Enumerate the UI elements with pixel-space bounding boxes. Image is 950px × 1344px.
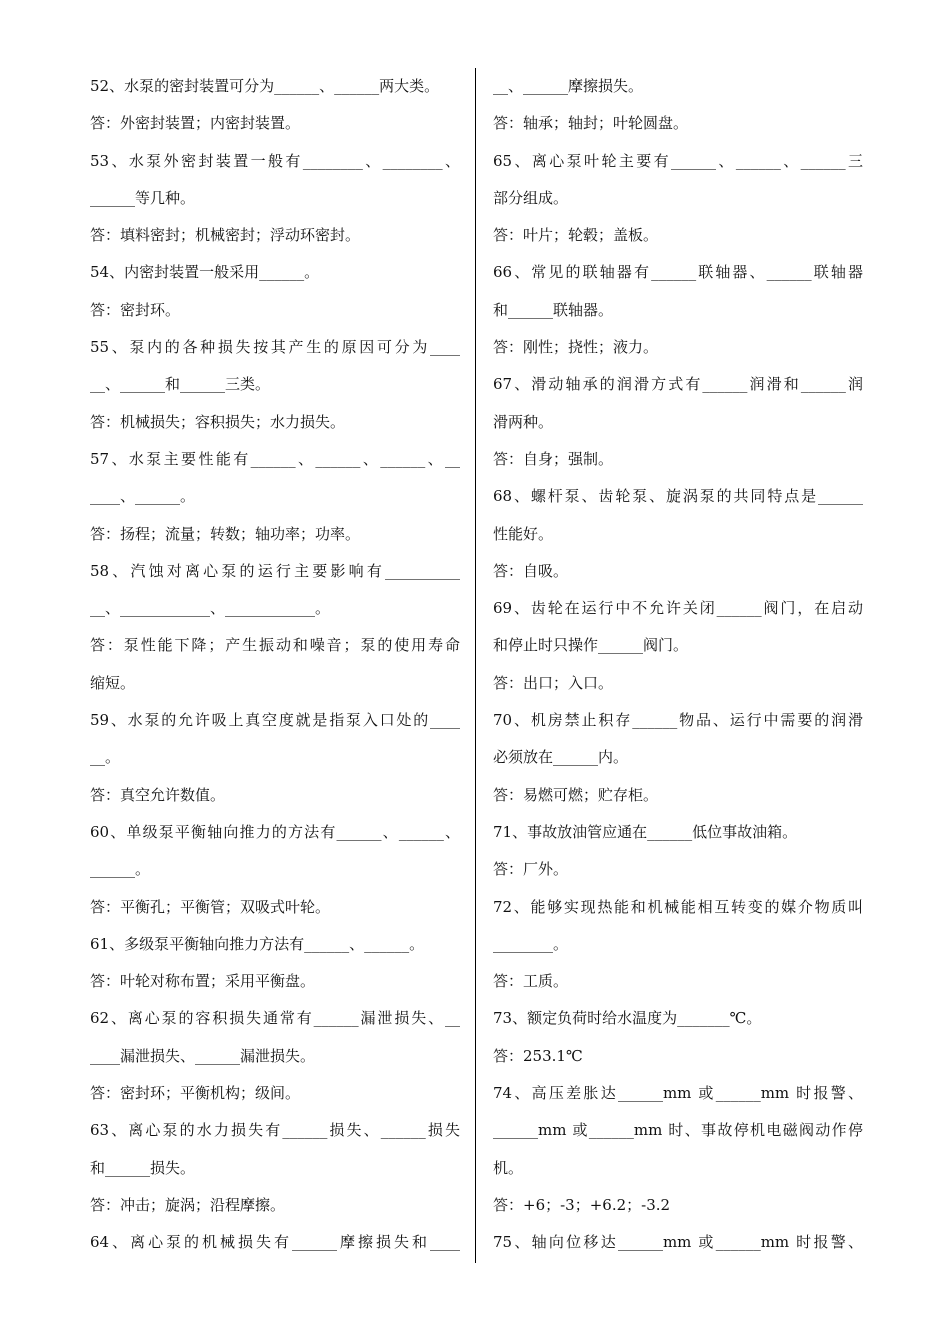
- text-line: __、____________、____________。: [90, 599, 331, 618]
- text-line: 答：冲击；旋涡；沿程摩擦。: [90, 1195, 286, 1214]
- text-line: 66、常见的联轴器有______联轴器、______联轴器: [493, 263, 863, 282]
- text-line: ______mm 或______mm 时、事故停机电磁阀动作停: [493, 1121, 863, 1140]
- text-line: ______。: [90, 860, 151, 879]
- text-line: ______等几种。: [90, 188, 196, 207]
- text-line: __。: [90, 748, 121, 767]
- text-line: 答：叶片；轮毂；盖板。: [493, 226, 659, 245]
- text-line: 67、滑动轴承的润滑方式有______润滑和______润: [493, 375, 863, 394]
- text-line: 答：外密封装置；内密封装置。: [90, 114, 301, 133]
- text-line: 机。: [493, 1158, 524, 1177]
- text-line: 必须放在______内。: [493, 748, 629, 767]
- text-line: 70、机房禁止积存______物品、运行中需要的润滑: [493, 711, 863, 730]
- text-line: 答：易燃可燃；贮存柜。: [493, 785, 659, 804]
- text-line: __、______摩擦损失。: [493, 77, 644, 95]
- text-line: 64、离心泵的机械损失有______摩擦损失和____: [90, 1233, 460, 1252]
- text-line: 72、能够实现热能和机械能相互转变的媒介物质叫: [493, 897, 863, 916]
- text-line: 75、轴向位移达______mm 或______mm 时报警、: [493, 1233, 863, 1252]
- text-line: 答：厂外。: [493, 860, 569, 879]
- text-line: 答：密封环。: [90, 300, 181, 319]
- text-line: 69、齿轮在运行中不允许关闭______阀门，在启动: [493, 599, 863, 618]
- text-line: 缩短。: [90, 673, 136, 692]
- text-line: 和______损失。: [90, 1158, 196, 1177]
- text-line: 答：刚性；挠性；液力。: [493, 338, 659, 357]
- text-line: 63、离心泵的水力损失有______损失、______损失: [90, 1121, 460, 1140]
- text-line: 答：填料密封；机械密封；浮动环密封。: [90, 226, 361, 245]
- text-line: 答：泵性能下降；产生振动和噪音；泵的使用寿命: [90, 636, 460, 655]
- text-line: 答：工质。: [493, 972, 569, 991]
- text-line: 65、离心泵叶轮主要有______、______、______三: [493, 151, 863, 170]
- text-line: 部分组成。: [493, 188, 569, 207]
- text-line: 答：叶轮对称布置；采用平衡盘。: [90, 972, 316, 991]
- text-line: 答：+6；-3；+6.2；-3.2: [493, 1195, 671, 1214]
- left-column: [90, 68, 460, 1262]
- column-divider: [475, 68, 476, 1263]
- text-line: 答：轴承；轴封；叶轮圆盘。: [493, 114, 689, 133]
- text-line: ____漏泄损失、______漏泄损失。: [90, 1046, 316, 1065]
- text-line: 62、离心泵的容积损失通常有______漏泄损失、__: [90, 1009, 460, 1028]
- text-line: 答：自身；强制。: [493, 449, 614, 468]
- text-line: 57、水泵主要性能有______、______、______、__: [90, 449, 460, 468]
- text-line: 52、水泵的密封装置可分为______、______两大类。: [90, 77, 440, 95]
- text-line: 答：自吸。: [493, 561, 569, 580]
- text-line: __、______和______三类。: [90, 375, 271, 394]
- text-line: 和______联轴器。: [493, 300, 614, 319]
- text-line: 53、水泵外密封装置一般有________、________、: [90, 151, 460, 170]
- text-line: 答：机械损失；容积损失；水力损失。: [90, 412, 346, 431]
- text-line: 答：出口；入口。: [493, 673, 614, 692]
- text-line: 74、高压差胀达______mm 或______mm 时报警、: [493, 1084, 863, 1103]
- text-line: 59、水泵的允许吸上真空度就是指泵入口处的____: [90, 711, 460, 730]
- text-line: 答：密封环；平衡机构；级间。: [90, 1084, 301, 1103]
- text-line: 答：平衡孔；平衡管；双吸式叶轮。: [90, 897, 331, 916]
- text-line: 答：扬程；流量；转数；轴功率；功率。: [90, 524, 361, 543]
- right-column: [493, 68, 863, 1262]
- text-line: 73、额定负荷时给水温度为_______℃。: [493, 1009, 762, 1028]
- text-line: 答：253.1℃: [493, 1046, 583, 1065]
- text-line: 滑两种。: [493, 412, 554, 431]
- text-line: 61、多级泵平衡轴向推力方法有______、______。: [90, 934, 425, 953]
- text-line: 55、泵内的各种损失按其产生的原因可分为____: [90, 338, 460, 357]
- text-line: 60、单级泵平衡轴向推力的方法有______、______、: [90, 822, 460, 841]
- text-line: 答：真空允许数值。: [90, 785, 226, 804]
- text-line: 58、汽蚀对离心泵的运行主要影响有__________: [90, 561, 460, 580]
- text-line: ________。: [493, 934, 569, 953]
- text-line: 性能好。: [493, 524, 554, 543]
- text-line: 54、内密封装置一般采用______。: [90, 263, 320, 282]
- text-line: 68、螺杆泵、齿轮泵、旋涡泵的共同特点是______: [493, 487, 863, 506]
- text-line: ____、______。: [90, 487, 196, 506]
- text-line: 和停止时只操作______阀门。: [493, 636, 689, 655]
- text-line: 71、事故放油管应通在______低位事故油箱。: [493, 822, 798, 841]
